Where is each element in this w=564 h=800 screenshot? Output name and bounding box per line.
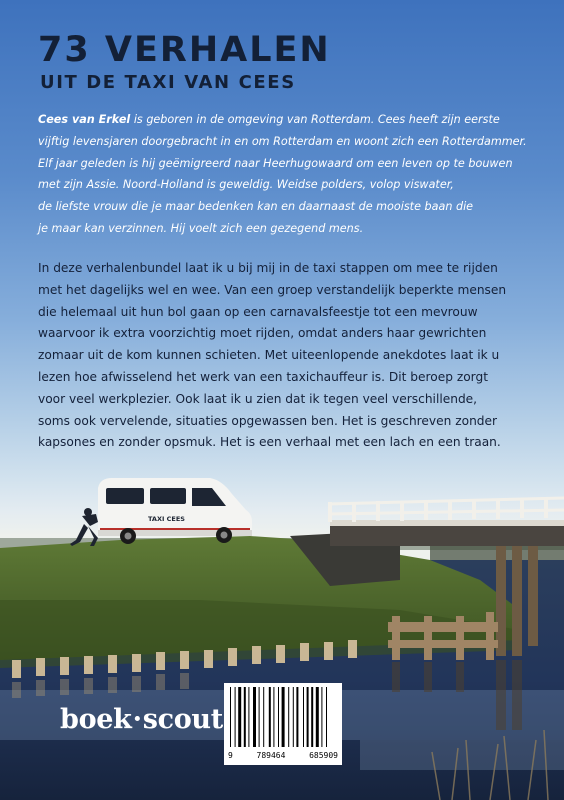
blurb-line: die helemaal uit hun bol gaan op een carnavalsfeestje tot een mevrouw <box>38 304 478 319</box>
isbn-barcode <box>224 683 342 765</box>
publisher-logo-dot: · <box>132 704 142 735</box>
book-blurb <box>38 258 558 454</box>
blurb-line: soms ook vervelende, situaties opgewassen ben. Het is geschreven zonder <box>38 413 498 428</box>
blurb-line: zomaar uit de kom kunnen schieten. Met uiteenlopende anekdotes laat ik u <box>38 348 500 363</box>
blurb-line: waarvoor ik extra voorzichtig moet rijden, omdat anders haar gewrichten <box>38 326 487 341</box>
blurb-line: met het dagelijks wel en wee. Van een groep verstandelijk beperkte mensen <box>38 282 507 297</box>
publisher-logo-part2: scout <box>142 704 223 735</box>
bio-line: Elf jaar geleden is hij geëmigreerd naar Heerhugowaard om een leven op te bouwen <box>38 156 513 170</box>
book-subtitle: UIT DE TAXI VAN CEES <box>40 72 296 93</box>
barcode-bars <box>224 683 342 751</box>
bio-line: je maar kan verzinnen. Hij voelt zich een gezegend mens. <box>38 221 364 235</box>
blurb-line: In deze verhalenbundel laat ik u bij mij in de taxi stappen om mee te rijden <box>38 261 498 275</box>
book-title: 73 VERHALEN <box>38 30 331 70</box>
author-bio <box>38 109 548 240</box>
bio-line: de liefste vrouw die je maar bedenken kan en daarnaast de mooiste baan die <box>38 200 474 214</box>
publisher-logo <box>60 704 223 735</box>
blurb-line: lezen hoe afwisselend het werk van een taxichauffeur is. Dit beroep zorgt <box>38 369 488 384</box>
blurb-line: kapsones en zonder opsmuk. Het is een verhaal met een lach en een traan. <box>38 435 501 450</box>
author-name: Cees van Erkel <box>38 113 131 126</box>
bio-line: vijftig levensjaren doorgebracht in en om Rotterdam en woont zich een Rotterdammer. <box>38 134 527 148</box>
bio-line-rest: is geboren in de omgeving van Rotterdam. Cees heeft zijn eerste <box>130 113 500 126</box>
van-label: TAXI CEES <box>148 515 185 523</box>
bio-line: met zijn Assie. Noord-Holland is geweldig. Weidse polders, volop viswater, <box>38 178 454 192</box>
taxi-van <box>98 478 252 544</box>
barcode-digit-group: 9 <box>228 751 233 760</box>
barcode-digits <box>224 751 342 760</box>
bio-line <box>38 109 548 131</box>
barcode-digit-group: 789464 <box>256 751 286 760</box>
publisher-logo-part1: boek <box>60 704 132 735</box>
barcode-digit-group: 685909 <box>309 751 338 760</box>
blurb-line: voor veel werkplezier. Ook laat ik u zien dat ik tegen veel verschillende, <box>38 391 478 406</box>
